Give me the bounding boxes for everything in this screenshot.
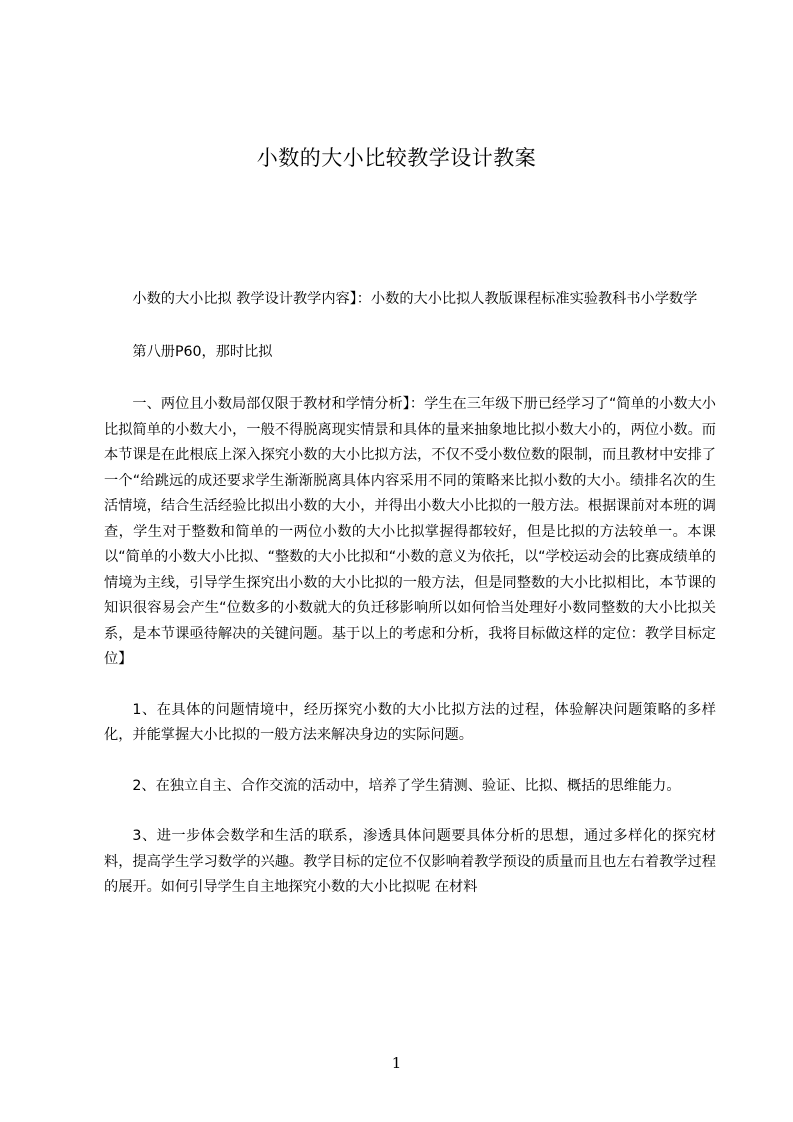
paragraph-goal-2: 2、在独立自主、合作交流的活动中，培养了学生猜测、验证、比拟、概括的思维能力。 [132, 777, 681, 794]
page-number: 1 [391, 1054, 402, 1072]
paragraph-goal-3: 3、进一步体会数学和生活的联系，渗透具体问题要具体分析的思想，通过多样化的探究材料，提高学生学习数学的兴趣。教学目标的定位不仅影响着教学预设的质量而且也左右着教学过程的展开。如何引导学生自主地探究小数的大小比拟呢 在材料 [104, 828, 716, 895]
paragraph-volume: 第八册P60，那时比拟 [132, 343, 273, 360]
document-title: 小数的大小比较教学设计教案 [256, 146, 537, 170]
paragraph-analysis: 一、两位且小数局部仅限于教材和学情分析】：学生在三年级下册已经学习了“简单的小数大小比拟简单的小数大小，一般不得脱离现实情景和具体的量来抽象地比拟小数大小的，两位小数。而本节课是在此根底上深入探究小数的大小比拟方法，不仅不受小数位数的限制，而且教材中安排了一个“给跳远的成还要求学生渐渐脱离具体内容采用不同的策略来比拟小数的大小。绩排名次的生活情境，结合生活经验比拟出小数的大小，并得出小数大小比拟的一般方法。根据课前对本班的调查，学生对于整数和简单的一两位小数的大小比拟掌握得都较好，但是比拟的方法较单一。本课以“简单的小数大小比拟、“整数的大小比拟和“小数的意义为依托，以“学校运动会的比赛成绩单的情境为主线，引导学生探究出小数的大小比拟的一般方法，但是同整数的大小比拟相比，本节课的知识很容易会产生“位数多的小数就大的负迁移影响所以如何恰当处理好小数同整数的大小比拟关系，是本节课亟待解决的关键问题。基于以上的考虑和分析，我将目标做这样的定位：教学目标定位】 [104, 396, 716, 667]
paragraph-intro: 小数的大小比拟 教学设计教学内容】：小数的大小比拟人教版课程标准实验教科书小学数学 [132, 291, 698, 307]
paragraph-goal-1: 1、在具体的问题情境中，经历探究小数的大小比拟方法的过程，体验解决问题策略的多样化，并能掌握大小比拟的一般方法来解决身边的实际问题。 [104, 701, 716, 743]
document-body [104, 287, 716, 901]
